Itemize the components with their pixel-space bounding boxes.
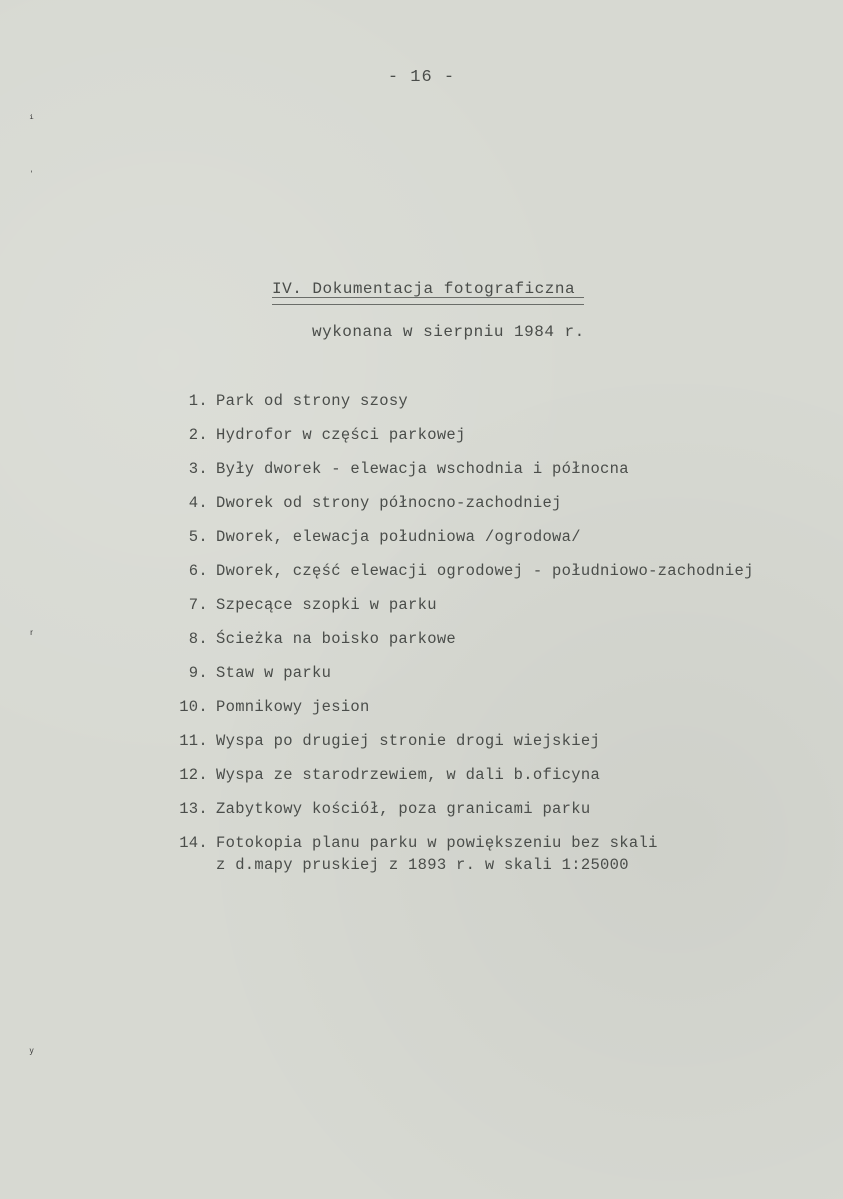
item-number: 1. xyxy=(188,392,208,410)
item-number: 10. xyxy=(179,698,208,716)
section-heading: IV. Dokumentacja fotograficzna xyxy=(272,280,576,298)
item-text: Wyspa po drugiej stronie drogi wiejskiej xyxy=(216,732,601,750)
list-item xyxy=(168,460,754,494)
item-text: Były dworek - elewacja wschodnia i północna xyxy=(216,460,629,478)
margin-mark: ˌ xyxy=(28,160,36,174)
item-text: Dworek, elewacja południowa /ogrodowa/ xyxy=(216,528,581,546)
list-item xyxy=(168,426,754,460)
margin-mark: ⁱ xyxy=(28,113,36,127)
item-number: 2. xyxy=(188,426,208,444)
list-item xyxy=(168,766,754,800)
item-text: Szpecące szopki w parku xyxy=(216,596,437,614)
item-number: 5. xyxy=(188,528,208,546)
item-text: Hydrofor w części parkowej xyxy=(216,426,466,444)
page-number: - 16 - xyxy=(387,68,456,87)
item-text-continuation: z d.mapy pruskiej z 1893 r. w skali 1:25000 xyxy=(216,856,629,874)
list-item xyxy=(168,834,754,874)
item-text: Ścieżka na boisko parkowe xyxy=(216,630,457,648)
item-text: Fotokopia planu parku w powiększeniu bez skali xyxy=(216,834,658,852)
item-text: Park od strony szosy xyxy=(216,392,409,410)
margin-mark: ʸ xyxy=(28,1046,36,1060)
item-number: 11. xyxy=(179,732,208,750)
item-number: 9. xyxy=(188,664,208,682)
item-text: Dworek, część elewacji ogrodowej - południowo-zachodniej xyxy=(216,562,754,580)
item-text: Dworek od strony północno-zachodniej xyxy=(216,494,562,512)
item-text: Staw w parku xyxy=(216,664,332,682)
item-text: Wyspa ze starodrzewiem, w dali b.oficyna xyxy=(216,766,601,784)
item-number: 7. xyxy=(188,596,208,614)
list-item xyxy=(168,528,754,562)
item-number: 13. xyxy=(179,800,208,818)
list-item xyxy=(168,664,754,698)
margin-mark: ʳ xyxy=(28,628,36,642)
item-number: 12. xyxy=(179,766,208,784)
list-item xyxy=(168,494,754,528)
item-text: Pomnikowy jesion xyxy=(216,698,370,716)
photo-list xyxy=(168,392,754,874)
item-number: 8. xyxy=(188,630,208,648)
list-item xyxy=(168,392,754,426)
list-item xyxy=(168,732,754,766)
list-item xyxy=(168,698,754,732)
item-number: 4. xyxy=(188,494,208,512)
item-text: Zabytkowy kościół, poza granicami parku xyxy=(216,800,591,818)
item-number: 3. xyxy=(188,460,208,478)
heading-underline xyxy=(272,297,584,305)
list-item xyxy=(168,630,754,664)
list-item xyxy=(168,562,754,596)
list-item xyxy=(168,596,754,630)
list-item xyxy=(168,800,754,834)
item-number: 14. xyxy=(179,834,208,852)
item-number: 6. xyxy=(188,562,208,580)
section-subheading: wykonana w sierpniu 1984 r. xyxy=(312,323,585,341)
